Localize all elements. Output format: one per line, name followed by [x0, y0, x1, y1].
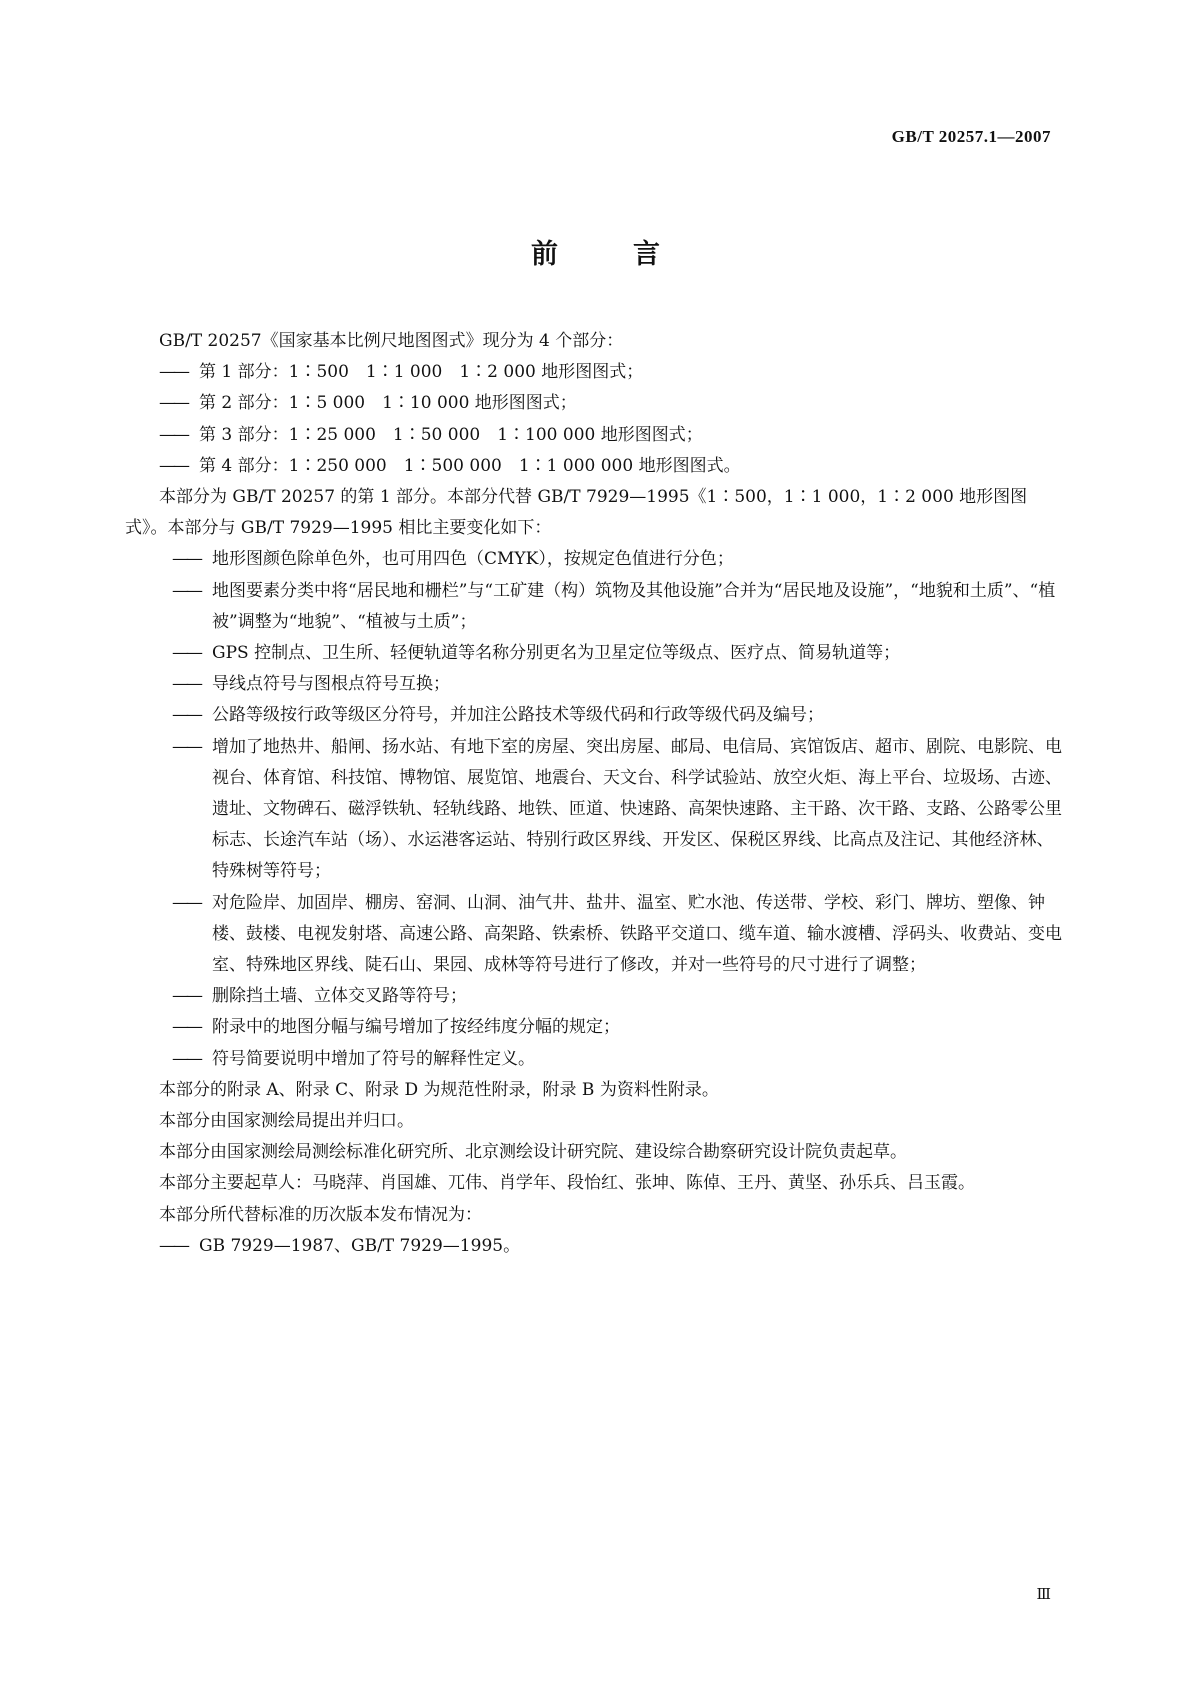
dash-mark: ——: [159, 362, 187, 383]
dash-mark: ——: [159, 1235, 187, 1256]
paragraph-scope: 本部分为 GB/T 20257 的第 1 部分。本部分代替 GB/T 7929—1995《1∶500，1∶1 000，1∶2 000 地形图图式》。本部分与 GB/T 7929—1995 相比主要变化如下：: [125, 487, 1028, 539]
dash-mark: ——: [172, 549, 200, 570]
list-item: [172, 888, 1065, 982]
paragraph-intro: GB/T 20257《国家基本比例尺地图图式》现分为 4 个部分：: [159, 331, 624, 351]
dash-mark: ——: [172, 1048, 200, 1069]
dash-mark: ——: [172, 892, 200, 913]
standard-number: GB/T 20257.1—2007: [891, 127, 1051, 146]
list-item: [172, 544, 1065, 575]
list-item-text: 删除挡土墙、立体交叉路等符号；: [212, 986, 467, 1007]
list-item: [172, 638, 1065, 669]
paragraph-drafters: 本部分主要起草人：马晓萍、肖国雄、兀伟、肖学年、段怡红、张坤、陈倬、王丹、黄坚、孙乐兵、吕玉霞。: [159, 1173, 975, 1194]
list-item: [125, 451, 1065, 482]
list-item: [172, 732, 1065, 888]
list-item: [125, 1231, 1065, 1262]
list-item-text: 导线点符号与图根点符号互换；: [212, 674, 450, 695]
paragraph-annexes: 本部分的附录 A、附录 C、附录 D 为规范性附录，附录 B 为资料性附录。: [159, 1079, 719, 1100]
list-item-text: 地形图颜色除单色外，也可用四色（CMYK），按规定色值进行分色；: [212, 549, 734, 570]
list-item-text: 增加了地热井、船闸、扬水站、有地下室的房屋、突出房屋、邮局、电信局、宾馆饭店、超市、剧院、电影院、电视台、体育馆、科技馆、博物馆、展览馆、地震台、天文台、科学试验站、放空火炬、海上平台、垃圾场、古迹、遗址、文物碑石、磁浮铁轨、轻轨线路、地铁、匝道、快速路、高架快速路、主干路、次干路、支路、公路零公里标志、长途汽车站（场）、水运港客运站、特别行政区界线、开发区、保税区界线、比高点及注记、其他经济林、特殊树等符号；: [212, 736, 1062, 882]
list-item: [125, 357, 1065, 388]
page-title: 前 言: [531, 239, 684, 270]
dash-mark: ——: [172, 674, 200, 695]
list-item: [172, 1044, 1065, 1075]
list-item-text: 第 3 部分：1∶25 000 1∶50 000 1∶100 000 地形图图式；: [199, 424, 703, 445]
list-item: [125, 388, 1065, 419]
list-item: [172, 576, 1065, 638]
list-item-text: 第 1 部分：1∶500 1∶1 000 1∶2 000 地形图图式；: [199, 362, 644, 383]
list-item-text: 第 4 部分：1∶250 000 1∶500 000 1∶1 000 000 地形图图式。: [199, 455, 741, 476]
dash-mark: ——: [159, 455, 187, 476]
dash-mark: ——: [159, 393, 187, 414]
dash-mark: ——: [159, 424, 187, 445]
list-item-text: 第 2 部分：1∶5 000 1∶10 000 地形图图式；: [199, 393, 577, 414]
list-item-text: 符号简要说明中增加了符号的解释性定义。: [212, 1048, 535, 1069]
list-item-text: GPS 控制点、卫生所、轻便轨道等名称分别更名为卫星定位等级点、医疗点、简易轨道等；: [212, 643, 901, 664]
list-item: [125, 420, 1065, 451]
list-item-text: 地图要素分类中将“居民地和栅栏”与“工矿建（构）筑物及其他设施”合并为“居民地及设施”，“地貌和土质”、“植被”调整为“地貌”、“植被与土质”；: [212, 580, 1056, 632]
dash-mark: ——: [172, 643, 200, 664]
dash-mark: ——: [172, 705, 200, 726]
list-item: [172, 981, 1065, 1012]
foreword-body: [125, 326, 1065, 1262]
list-item-text: 附录中的地图分幅与编号增加了按经纬度分幅的规定；: [212, 1017, 620, 1038]
paragraph-proposer: 本部分由国家测绘局提出并归口。: [159, 1111, 414, 1132]
dash-mark: ——: [172, 986, 200, 1007]
dash-mark: ——: [172, 580, 200, 601]
list-item: [172, 669, 1065, 700]
paragraph-drafting-units: 本部分由国家测绘局测绘标准化研究所、北京测绘设计研究院、建设综合勘察研究设计院负责起草。: [159, 1142, 907, 1163]
list-item-text: 公路等级按行政等级区分符号，并加注公路技术等级代码和行政等级代码及编号；: [212, 705, 824, 726]
dash-mark: ——: [172, 736, 200, 757]
page-number: Ⅲ: [1036, 1587, 1051, 1603]
list-item-text: 对危险岸、加固岸、棚房、窑洞、山洞、油气井、盐井、温室、贮水池、传送带、学校、彩门、牌坊、塑像、钟楼、鼓楼、电视发射塔、高速公路、高架路、铁索桥、铁路平交道口、缆车道、输水渡槽、浮码头、收费站、变电室、特殊地区界线、陡石山、果园、成林等符号进行了修改，并对一些符号的尺寸进行了调整；: [212, 892, 1062, 976]
dash-mark: ——: [172, 1017, 200, 1038]
list-item-text: GB 7929—1987、GB/T 7929—1995。: [199, 1235, 521, 1256]
list-item: [172, 1012, 1065, 1043]
paragraph-history: 本部分所代替标准的历次版本发布情况为：: [159, 1204, 482, 1225]
list-item: [172, 700, 1065, 731]
